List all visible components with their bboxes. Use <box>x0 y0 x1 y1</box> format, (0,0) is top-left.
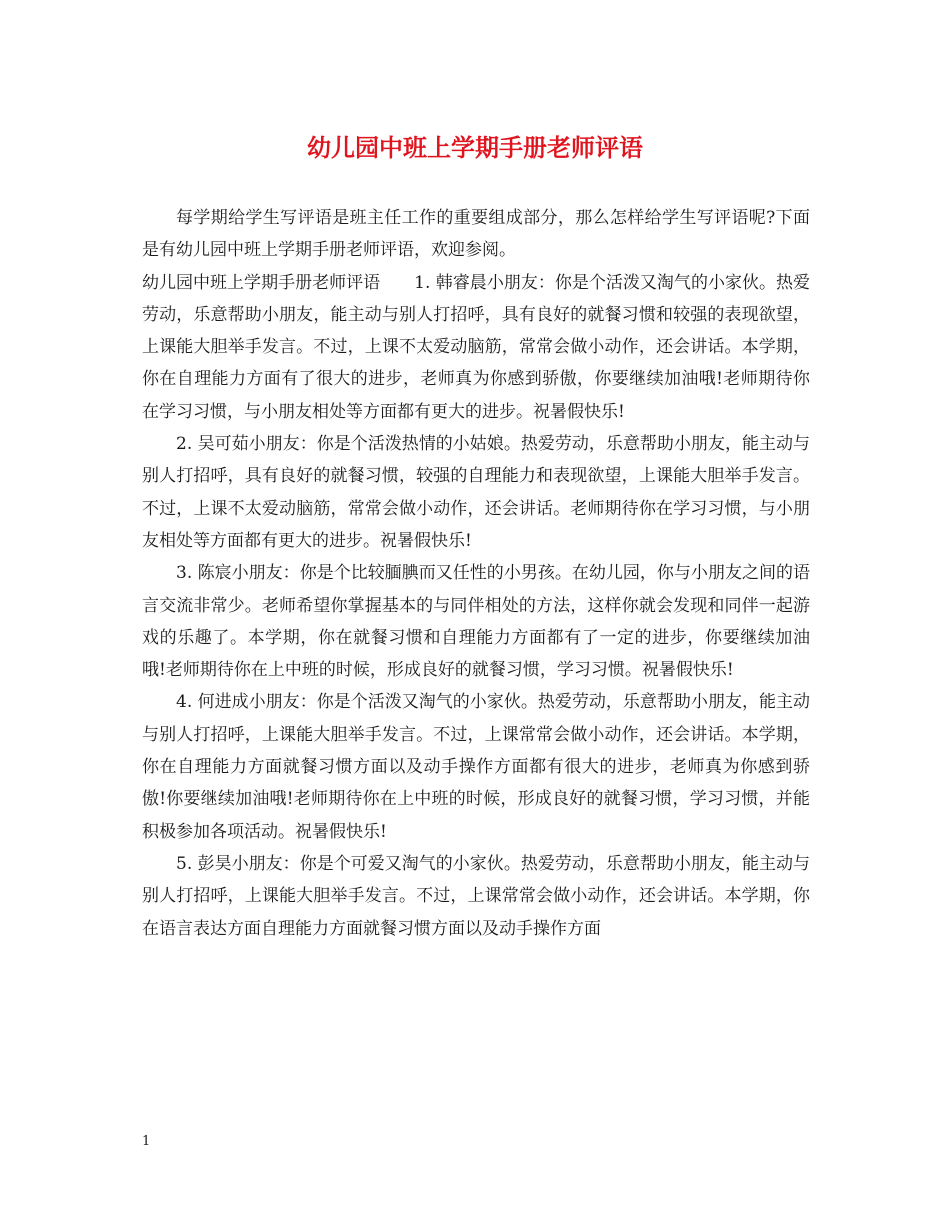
intro-paragraph: 每学期给学生写评语是班主任工作的重要组成部分，那么怎样给学生写评语呢?下面是有幼儿园中班上学期手册老师评语，欢迎参阅。 <box>142 208 810 261</box>
comment-paragraph-4: 4. 何进成小朋友：你是个活泼又淘气的小家伙。热爱劳动，乐意帮助小朋友，能主动与别人打招呼，上课能大胆举手发言。不过，上课常常会做小动作，还会讲话。本学期，你在自理能力方面就餐习惯方面以及动手操作方面都有很大的进步，老师真为你感到骄傲!你要继续加油哦!老师期待你在上中班的时候，形成良好的就餐习惯，学习习惯，并能积极参加各项活动。祝暑假快乐! <box>142 692 810 842</box>
comment-paragraph-3: 3. 陈宸小朋友：你是个比较腼腆而又任性的小男孩。在幼儿园，你与小朋友之间的语言交流非常少。老师希望你掌握基本的与同伴相处的方法，这样你就会发现和同伴一起游戏的乐趣了。本学期，你在就餐习惯和自理能力方面都有了一定的进步，你要继续加油哦!老师期待你在上中班的时候，形成良好的就餐习惯，学习习惯。祝暑假快乐! <box>142 563 810 681</box>
page-title: 幼儿园中班上学期手册老师评语 <box>307 134 643 162</box>
section-label: 幼儿园中班上学期手册老师评语 <box>142 272 381 293</box>
comment-paragraph-2: 2. 吴可茹小朋友：你是个活泼热情的小姑娘。热爱劳动，乐意帮助小朋友，能主动与别人打招呼，具有良好的就餐习惯，较强的自理能力和表现欲望，上课能大胆举手发言。不过，上课不太爱动脑筋，常常会做小动作，还会讲话。老师期待你在学习习惯，与小朋友相处等方面都有更大的进步。祝暑假快乐! <box>142 434 810 551</box>
comment-paragraph-1 <box>142 267 810 428</box>
page-number: 1 <box>142 1134 151 1149</box>
comment-paragraph-5: 5. 彭昊小朋友：你是个可爱又淘气的小家伙。热爱劳动，乐意帮助小朋友，能主动与别人打招呼，上课能大胆举手发言。不过，上课常常会做小动作，还会讲话。本学期，你在语言表达方面自理能力方面就餐习惯方面以及动手操作方面 <box>142 853 810 939</box>
comment-text-1: 1. 韩睿晨小朋友：你是个活泼又淘气的小家伙。热爱劳动，乐意帮助小朋友，能主动与别人打招呼，具有良好的就餐习惯和较强的表现欲望，上课能大胆举手发言。不过，上课不太爱动脑筋，常常会做小动作，还会讲话。本学期，你在自理能力方面有了很大的进步，老师真为你感到骄傲，你要继续加油哦!老师期待你在学习习惯，与小朋友相处等方面都有更大的进步。祝暑假快乐! <box>142 272 811 422</box>
document-body <box>142 202 810 945</box>
